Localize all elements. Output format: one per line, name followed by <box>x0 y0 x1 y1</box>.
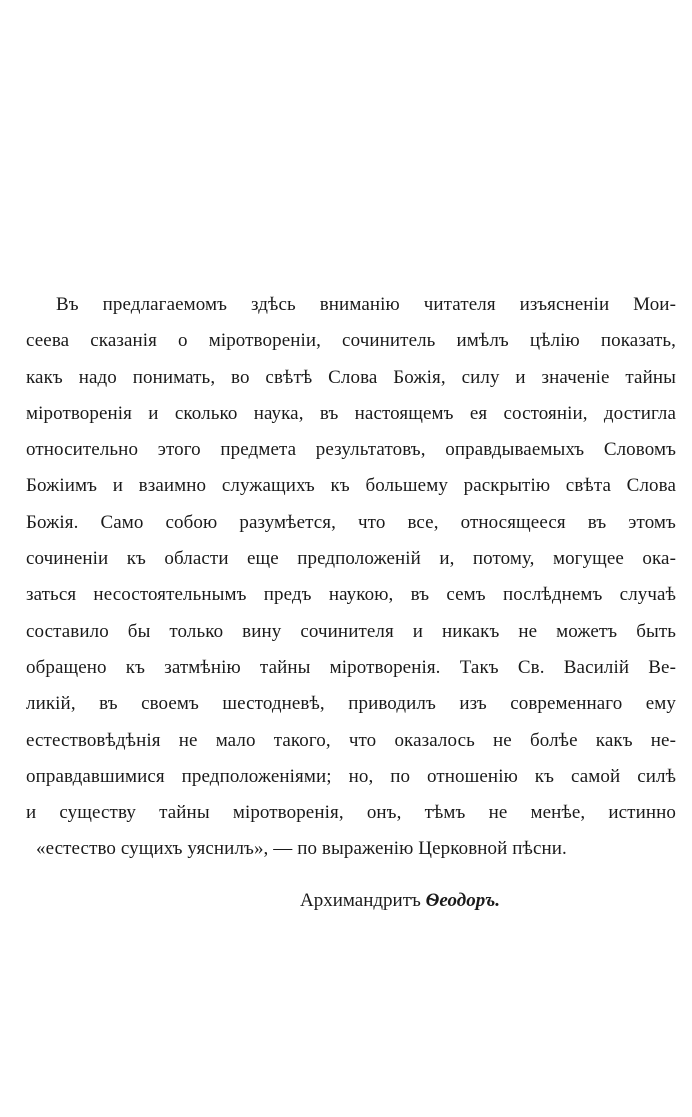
signature-title: Архимандритъ <box>300 890 421 911</box>
signature <box>300 886 500 916</box>
text-line: оправдавшимися предположеніями; но, по отношенію къ самой силѣ <box>26 765 676 787</box>
text-line: составило бы только вину сочинителя и никакъ не можетъ быть <box>26 620 676 642</box>
text-line: Въ предлагаемомъ здѣсь вниманію читателя изъясненіи Мои- <box>56 294 676 315</box>
text-line: и существу тайны міротворенія, онъ, тѣмъ не менѣе, истинно <box>26 802 676 824</box>
text-line: обращено къ затмѣнію тайны міротворенія. Такъ Св. Василій Ве- <box>26 656 676 678</box>
text-line: заться несостоятельнымъ предъ наукою, въ семъ послѣднемъ случаѣ <box>26 584 676 606</box>
text-line: міротворенія и сколько наука, въ настоящемъ ея состояніи, достигла <box>26 402 676 424</box>
text-line: сочиненіи къ области еще предположеній и, потому, могущее ока- <box>26 548 676 570</box>
signature-name: Ѳеодоръ. <box>425 890 500 911</box>
text-line: «естество сущихъ уяснилъ», — по выраженію Церковной пѣсни. <box>36 838 567 860</box>
preface-paragraph <box>26 287 676 868</box>
text-line: Божіимъ и взаимно служащихъ къ большему раскрытію свѣта Слова <box>26 475 676 497</box>
text-line: какъ надо понимать, во свѣтѣ Слова Божія, силу и значеніе тайны <box>26 366 676 388</box>
text-line: ликій, въ своемъ шестодневѣ, приводилъ изъ современнаго ему <box>26 693 676 715</box>
text-line: естествовѣдѣнія не мало такого, что оказалось не болѣе какъ не- <box>26 729 676 751</box>
text-line: Божія. Само собою разумѣется, что все, относящееся въ этомъ <box>26 511 676 533</box>
text-line: относительно этого предмета результатовъ, оправдываемыхъ Словомъ <box>26 439 676 461</box>
text-line: сеева сказанія о міротвореніи, сочинитель имѣлъ цѣлію показать, <box>26 330 676 352</box>
